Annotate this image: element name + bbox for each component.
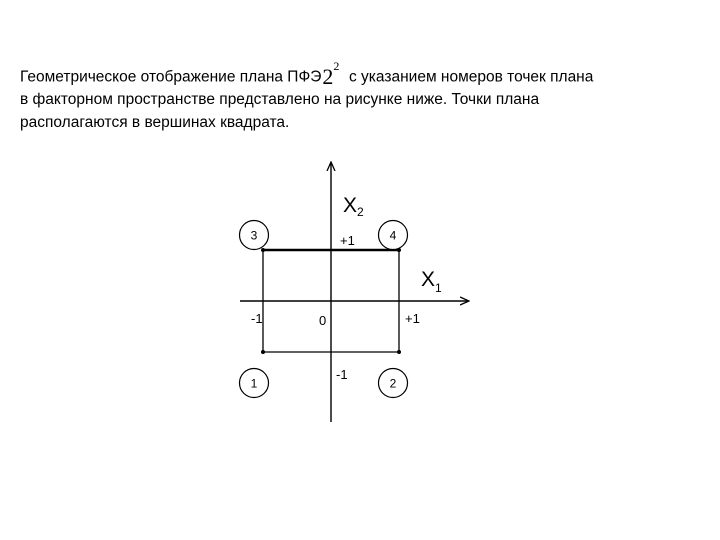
text-before-symbol: Геометрическое отображение плана ПФЭ bbox=[20, 68, 322, 86]
plan-point-2 bbox=[379, 350, 408, 398]
y-minus-tick-label: -1 bbox=[336, 367, 348, 382]
plan-point-1 bbox=[240, 350, 269, 398]
x-plus-tick-label: +1 bbox=[405, 311, 420, 326]
point-number: 4 bbox=[389, 228, 397, 243]
point-number: 2 bbox=[389, 376, 397, 391]
symbol-exponent: 2 bbox=[333, 59, 340, 73]
text-after-symbol: с указанием номеров точек плана bbox=[349, 68, 594, 86]
x2-axis-label: X2 bbox=[343, 194, 364, 219]
y-plus-tick-label: +1 bbox=[340, 233, 355, 248]
vertex-dot bbox=[397, 350, 401, 354]
text-line-2: в факторном пространстве представлено на рисунке ниже. Точки плана bbox=[20, 91, 540, 109]
vertex-dot bbox=[261, 248, 265, 252]
x-minus-tick-label: -1 bbox=[251, 311, 263, 326]
vertex-dot bbox=[261, 350, 265, 354]
plan-point-4 bbox=[379, 221, 408, 253]
point-number: 1 bbox=[250, 376, 258, 391]
symbol-base: 2 bbox=[322, 64, 334, 90]
plan-points bbox=[240, 221, 408, 398]
x1-axis-label: $X_1$ bbox=[421, 268, 442, 295]
origin-label: 0 bbox=[319, 313, 327, 328]
text-line-3: располагаются в вершинах квадрата. bbox=[20, 114, 290, 132]
plan-point-3 bbox=[240, 221, 269, 253]
point-number: 3 bbox=[250, 228, 258, 243]
